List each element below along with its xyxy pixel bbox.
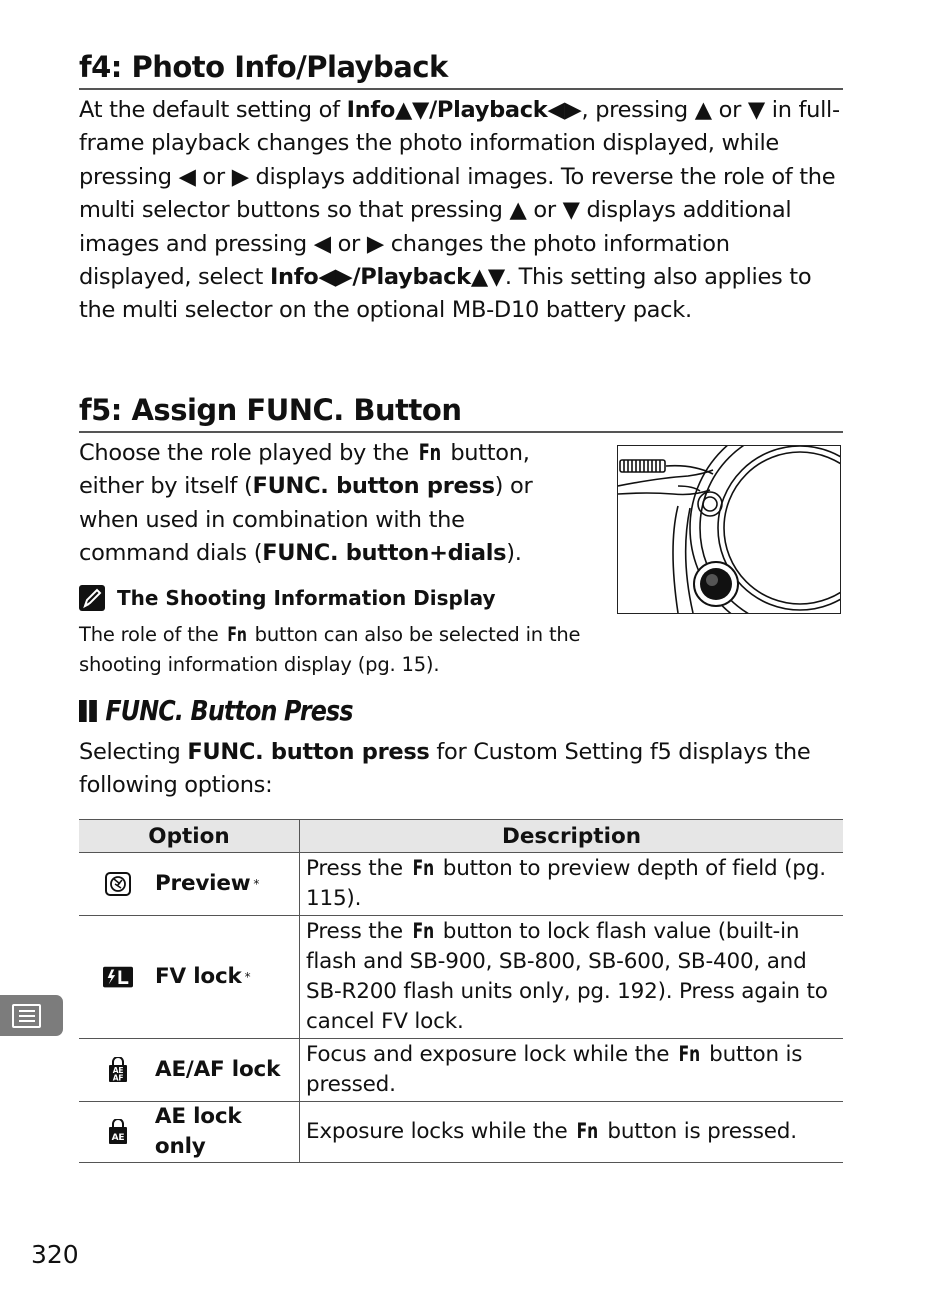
option-cell [79,853,300,916]
description-text: button to preview depth of field (pg. 115). [306,856,826,911]
note-title-text: The Shooting Information Display [117,586,496,610]
f5-bold-1: FUNC. button press [252,473,495,500]
description-text: Focus and exposure lock while the [306,1042,676,1067]
table-row [79,1102,843,1163]
pencil-note-icon [79,585,105,611]
ae-af-lock-icon [103,1057,133,1083]
description-text: Press the [306,919,410,944]
f5-text-2: button, either by itself ( [79,440,530,500]
fn-button-label: Fn [412,919,434,944]
preview-icon [103,871,133,897]
f5-heading: f5: Assign FUNC. Button [79,393,843,433]
option-label: FV lock [155,964,242,989]
heading-marker-icon [89,700,97,722]
description-cell [300,853,844,916]
description-text: Exposure locks while the [306,1119,575,1144]
f5-text-3: ) or when used in combination with the command dials ( [79,473,533,567]
f5-paragraph [79,437,579,571]
footnote-mark: * [253,877,260,891]
fn-button-label: Fn [418,440,441,466]
menu-list-icon [12,1004,41,1028]
description-text: Press the [306,856,410,881]
f4-text-3: . This setting also applies to the multi selector on the optional MB-D10 battery pack. [79,264,812,324]
note-text-1: The role of the [79,623,225,646]
f5-text-4: ). [506,540,522,567]
sub-text-2: for Custom Setting f5 displays the following options: [79,739,811,799]
func-button-press-heading [79,694,353,727]
sub-text-1: Selecting [79,739,188,765]
fn-button-label: Fn [678,1042,700,1067]
ae-lock-icon [103,1119,133,1145]
svg-text:AF: AF [112,1073,124,1083]
option-cell [79,916,300,1039]
description-text: button is pressed. [600,1119,797,1144]
heading-marker-icon [79,700,87,722]
description-text: button to lock flash value (built-in flash and SB-900, SB-800, SB-600, SB-400, and SB-R200 flash units only, pg. 192). Press again to cancel FV lock. [306,919,828,1034]
camera-fn-button-illustration [617,445,841,614]
note-text-2: button can also be selected in the shooting information display (pg. 15). [79,623,581,676]
description-text: button is pressed. [306,1042,803,1097]
f5-text-1: Choose the role played by the [79,440,416,466]
note-title [79,585,496,611]
f4-bold-1: Info▲▼/Playback◀▶ [346,97,582,123]
table-row [79,853,843,916]
option-cell [79,1039,300,1102]
f4-bold-2: Info◀▶/Playback▲▼ [269,264,505,291]
fn-button-label: Fn [412,856,434,881]
f4-heading: f4: Photo Info/Playback [79,50,843,90]
sub-heading-text: FUNC. Button Press [105,694,353,727]
f5-bold-2: FUNC. button+dials [262,540,507,567]
description-cell [300,916,844,1039]
description-column-header: Description [300,820,844,853]
options-table [79,819,843,1163]
footnote-mark: * [244,970,251,984]
f4-text-2: , pressing ▲ or ▼ in full-frame playback changes the photo information displayed, while pressing ◀ or ▶ displays additional images. To reverse the role of the multi selector buttons so that pressing ▲ or ▼ displays additional images and pressing ◀ or ▶ changes the photo information displayed, select [79,97,840,291]
f4-text-1: At the default setting of [79,97,347,123]
fn-button-label: Fn [227,623,247,646]
table-header-row [79,820,843,853]
description-cell [300,1039,844,1102]
table-row [79,916,843,1039]
custom-settings-menu-tab[interactable] [0,995,63,1036]
description-cell [300,1102,844,1163]
option-label: AE lock only [154,1104,242,1159]
sub-bold-1: FUNC. button press [187,739,430,765]
fn-button-label: Fn [576,1119,599,1144]
note-paragraph [79,620,599,680]
svg-text:AE: AE [112,1066,124,1075]
option-column-header: Option [79,820,300,853]
page-number: 320 [31,1240,79,1269]
f4-paragraph [79,94,843,328]
option-label: Preview [155,871,251,896]
fv-lock-icon [103,964,133,990]
sub-paragraph [79,736,843,803]
option-label: AE/AF lock [155,1057,281,1082]
option-cell [79,1102,300,1163]
table-row [79,1039,843,1102]
svg-text:AE: AE [111,1133,125,1143]
